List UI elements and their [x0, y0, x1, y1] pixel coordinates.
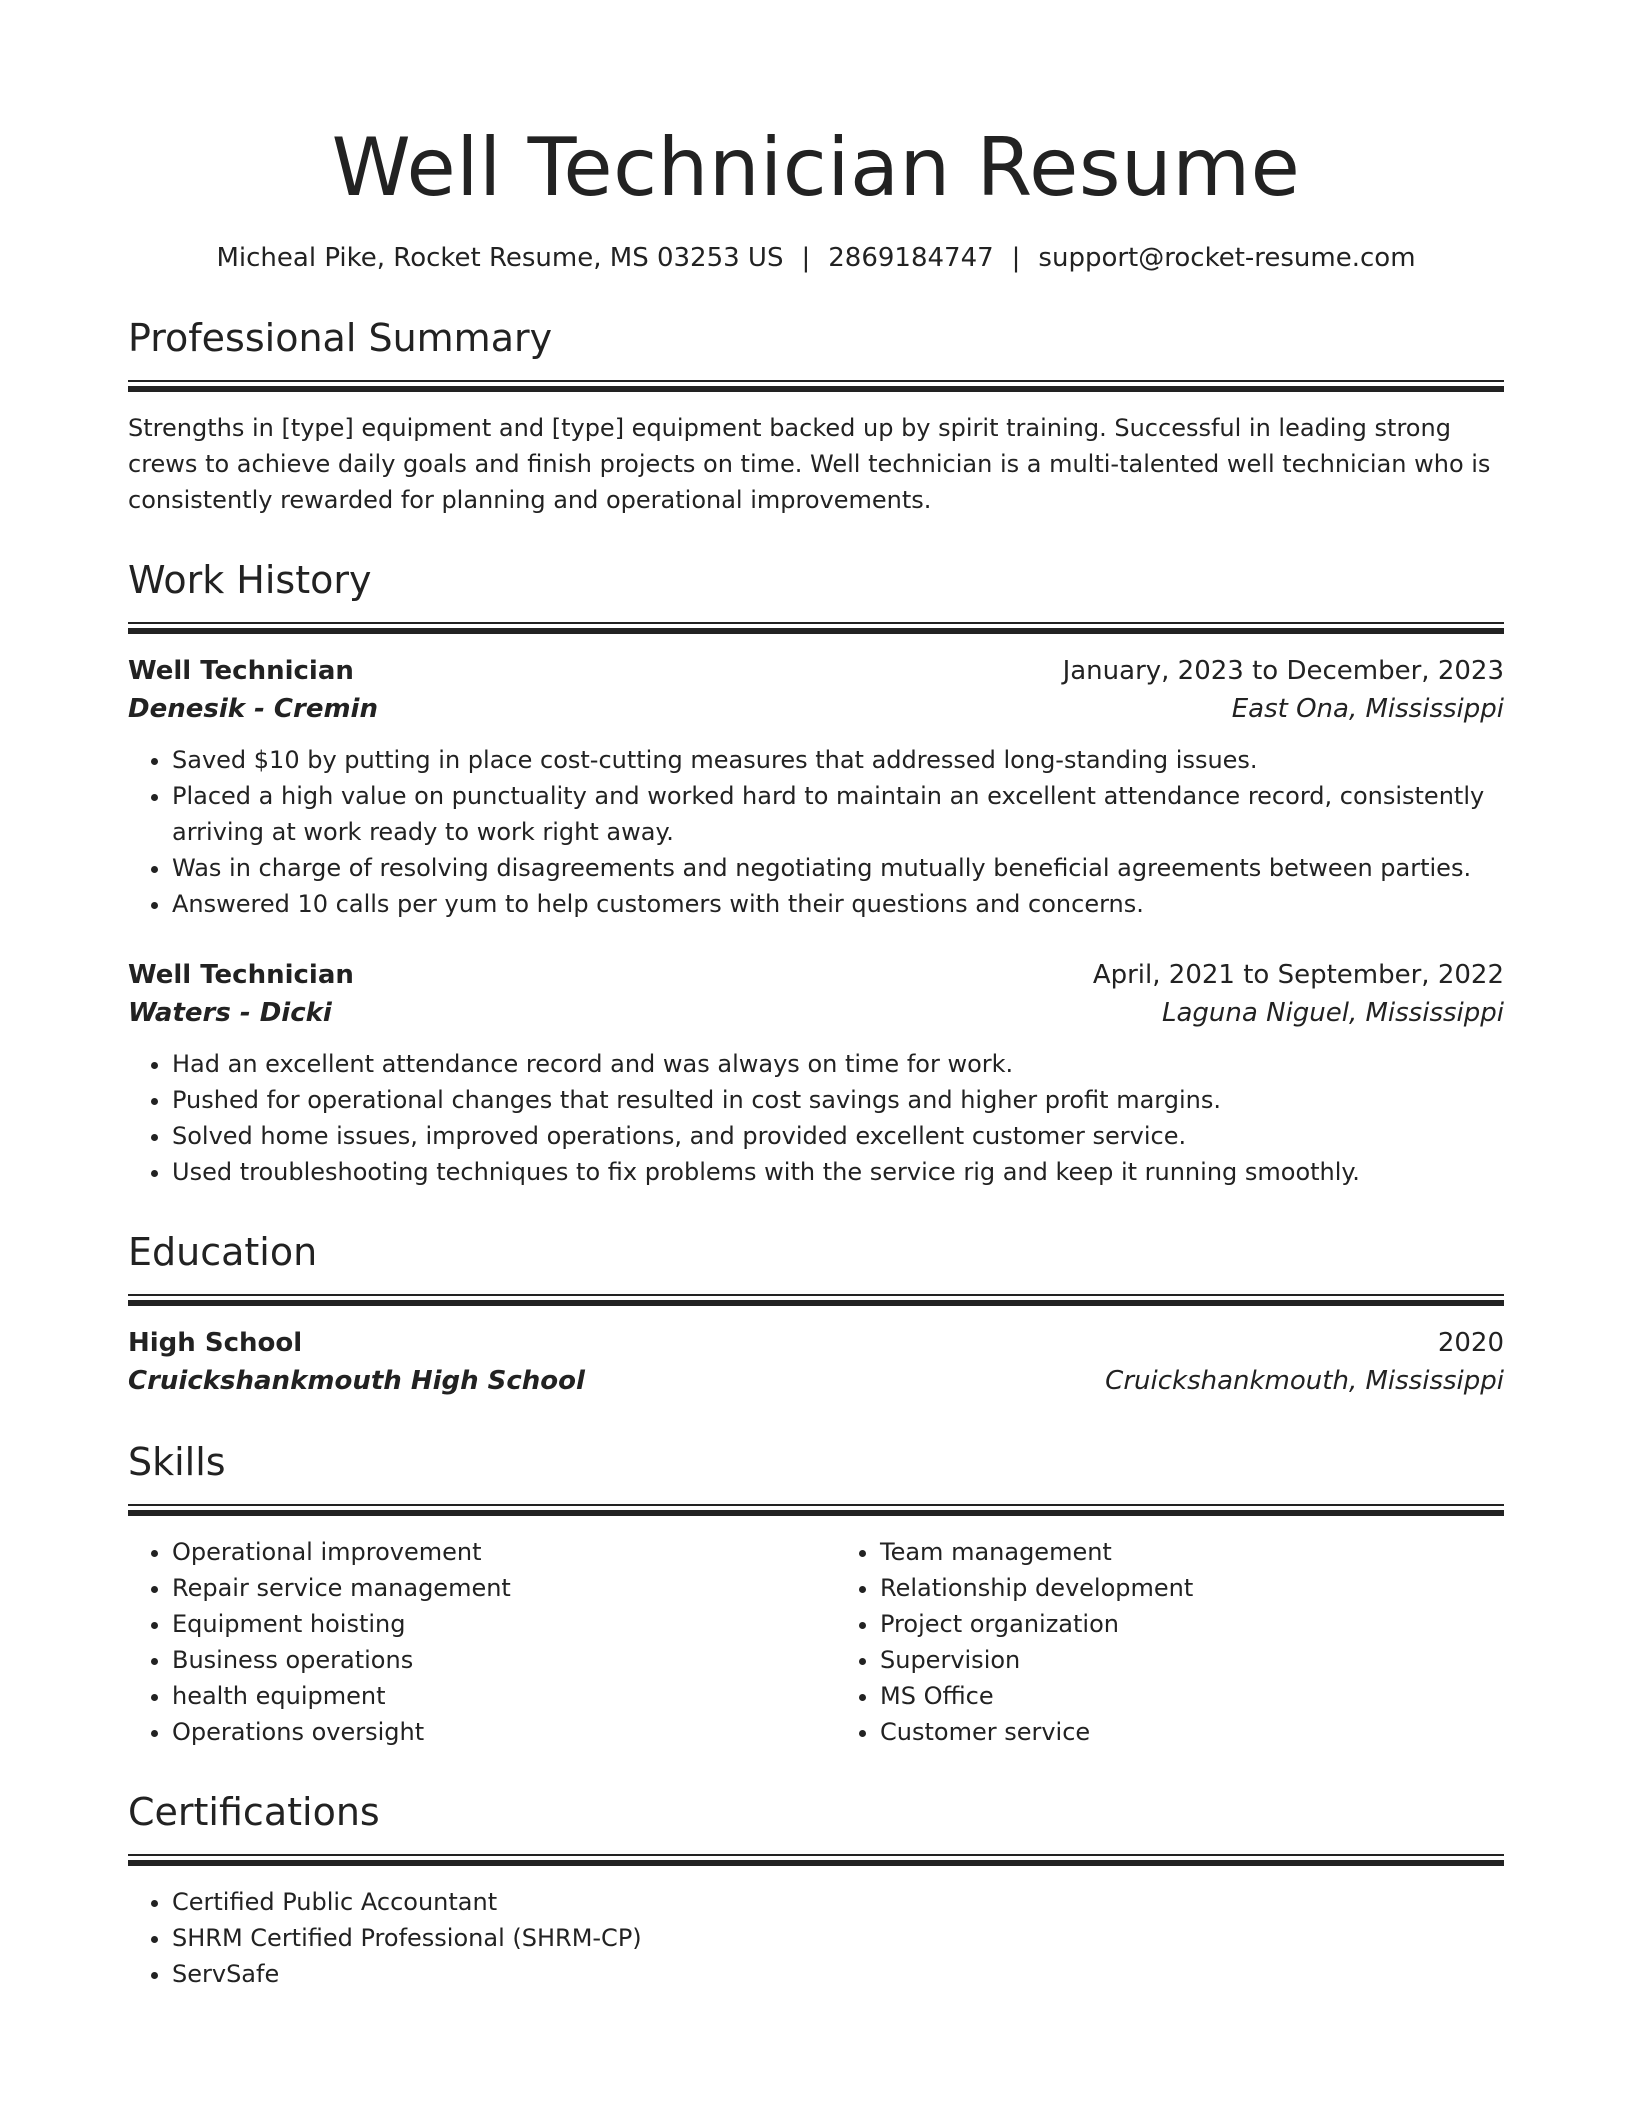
section-divider: [128, 1504, 1504, 1516]
list-item: • Business operations: [172, 1642, 796, 1678]
list-item: • Placed a high value on punctuality and worked hard to maintain an excellent attendance record, consistently arriving at work ready to work right away.: [172, 778, 1504, 850]
job-company: Waters - Dicki: [128, 998, 332, 1028]
section-heading-summary: Professional Summary: [128, 316, 553, 360]
list-item: • Solved home issues, improved operations, and provided excellent customer service.: [172, 1118, 1504, 1154]
job-bullets: [128, 1046, 1504, 1190]
section-heading-education: Education: [128, 1230, 318, 1274]
list-item: • Was in charge of resolving disagreements and negotiating mutually beneficial agreements between parties.: [172, 850, 1504, 886]
job-dates: January, 2023 to December, 2023: [1062, 656, 1504, 686]
skills-section: [128, 1438, 1504, 1750]
skills-list-right: [836, 1534, 1504, 1750]
job-entry: [128, 652, 1504, 922]
summary-text: Strengths in [type] equipment and [type] equipment backed up by spirit training. Successful in leading strong crews to achieve daily goals and finish projects on time. Well technician is a multi-talented well technician who is consistently rewarded for planning and operational improvements.: [128, 414, 1491, 514]
list-item: • Pushed for operational changes that resulted in cost savings and higher profit margins.: [172, 1082, 1504, 1118]
list-item: • Operational improvement: [172, 1534, 796, 1570]
job-bullets: [128, 742, 1504, 922]
education-school: Cruickshankmouth High School: [128, 1366, 585, 1396]
contact-separator: |: [801, 243, 811, 273]
job-company: Denesik - Cremin: [128, 694, 378, 724]
list-item: • Supervision: [880, 1642, 1504, 1678]
list-item: • MS Office: [880, 1678, 1504, 1714]
work-history-section: [128, 556, 1504, 1190]
job-entry: [128, 956, 1504, 1190]
education-degree: High School: [128, 1328, 303, 1358]
list-item: • Used troubleshooting techniques to fix problems with the service rig and keep it running smoothly.: [172, 1154, 1504, 1190]
list-item: • Team management: [880, 1534, 1504, 1570]
job-title: Well Technician: [128, 960, 354, 990]
contact-phone: 2869184747: [828, 243, 994, 273]
list-item: • Had an excellent attendance record and was always on time for work.: [172, 1046, 1504, 1082]
education-section: [128, 1228, 1504, 1400]
list-item: • Operations oversight: [172, 1714, 796, 1750]
skills-list-left: [128, 1534, 796, 1750]
summary-section: [128, 314, 1504, 518]
list-item: • Equipment hoisting: [172, 1606, 796, 1642]
job-title: Well Technician: [128, 656, 354, 686]
list-item: • SHRM Certified Professional (SHRM-CP): [172, 1920, 1504, 1956]
list-item: • Relationship development: [880, 1570, 1504, 1606]
section-divider: [128, 380, 1504, 392]
contact-email: support@rocket-resume.com: [1038, 243, 1416, 273]
list-item: • Certified Public Accountant: [172, 1884, 1504, 1920]
list-item: • Saved $10 by putting in place cost-cutting measures that addressed long-standing issues.: [172, 742, 1504, 778]
list-item: • ServSafe: [172, 1956, 1504, 1992]
list-item: • Answered 10 calls per yum to help customers with their questions and concerns.: [172, 886, 1504, 922]
list-item: • Project organization: [880, 1606, 1504, 1642]
education-year: 2020: [1437, 1328, 1504, 1358]
page-title: Well Technician Resume: [331, 121, 1301, 214]
list-item: • health equipment: [172, 1678, 796, 1714]
certifications-list: [128, 1884, 1504, 1992]
section-heading-skills: Skills: [128, 1440, 226, 1484]
job-location: Laguna Niguel, Mississippi: [1162, 998, 1504, 1028]
section-divider: [128, 1294, 1504, 1306]
section-divider: [128, 622, 1504, 634]
section-heading-certifications: Certifications: [128, 1790, 380, 1834]
certifications-section: [128, 1788, 1504, 1992]
contact-separator: |: [1011, 243, 1021, 273]
list-item: • Repair service management: [172, 1570, 796, 1606]
section-divider: [128, 1854, 1504, 1866]
contact-address: Micheal Pike, Rocket Resume, MS 03253 US: [216, 243, 784, 273]
job-location: East Ona, Mississippi: [1231, 694, 1504, 724]
section-heading-work-history: Work History: [128, 558, 372, 602]
list-item: • Customer service: [880, 1714, 1504, 1750]
contact-line: [128, 240, 1504, 276]
job-dates: April, 2021 to September, 2022: [1092, 960, 1504, 990]
education-location: Cruickshankmouth, Mississippi: [1105, 1366, 1504, 1396]
